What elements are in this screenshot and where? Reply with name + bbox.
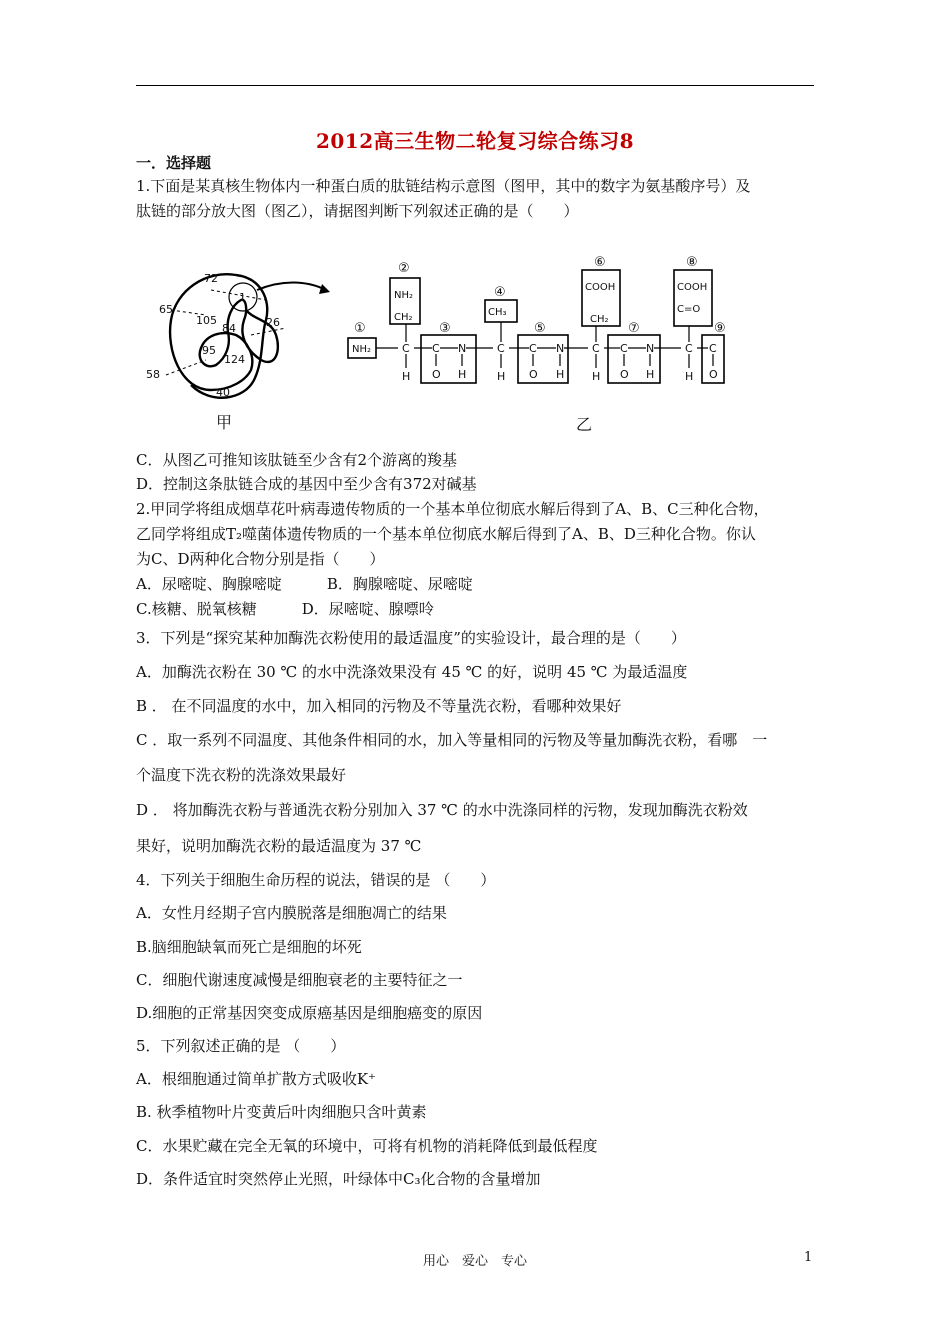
svg-text:②: ② bbox=[398, 261, 410, 276]
page-number: 1 bbox=[804, 1250, 813, 1265]
q5-stem: 5．下列叙述正确的是 （ ） bbox=[136, 1037, 346, 1055]
svg-text:H: H bbox=[592, 370, 601, 383]
svg-text:⑤: ⑤ bbox=[534, 321, 546, 336]
protein-figure bbox=[136, 240, 756, 440]
q5-option-a: A．根细胞通过简单扩散方式吸收K⁺ bbox=[136, 1070, 376, 1088]
svg-text:H: H bbox=[685, 370, 694, 383]
figure-label-yi: 乙 bbox=[576, 415, 593, 434]
q1-stem-line1: 1.下面是某真核生物体内一种蛋白质的肽链结构示意图（图甲，其中的数字为氨基酸序号）及 bbox=[136, 177, 751, 195]
svg-text:C: C bbox=[402, 342, 410, 355]
q1-option-c: C．从图乙可推知该肽链至少含有2个游离的羧基 bbox=[136, 451, 458, 469]
q2-stem-line2: 乙同学将组成T₂噬菌体遗传物质的一个基本单位彻底水解后得到了A、B、D三种化合物。你认 bbox=[136, 525, 756, 543]
svg-text:⑦: ⑦ bbox=[628, 321, 640, 336]
svg-text:⑨: ⑨ bbox=[714, 321, 726, 336]
svg-text:CH₂: CH₂ bbox=[394, 312, 413, 323]
q4-option-c: C．细胞代谢速度减慢是细胞衰老的主要特征之一 bbox=[136, 971, 463, 989]
aa-65: 65 bbox=[159, 303, 173, 316]
q3-option-d-line2: 果好，说明加酶洗衣粉的最适温度为 37 ℃ bbox=[136, 837, 422, 855]
svg-text:C: C bbox=[709, 342, 717, 355]
svg-text:C: C bbox=[529, 342, 537, 355]
page-footer: 用心 爱心 专心 bbox=[422, 1254, 527, 1269]
q4-option-d: D.细胞的正常基因突变成原癌基因是细胞癌变的原因 bbox=[136, 1004, 483, 1022]
q2-stem-line1: 2.甲同学将组成烟草花叶病毒遗传物质的一个基本单位彻底水解后得到了A、B、C三种化合物， bbox=[136, 500, 769, 518]
svg-text:N: N bbox=[556, 342, 565, 355]
q5-option-d: D．条件适宜时突然停止光照，叶绿体中C₃化合物的含量增加 bbox=[136, 1170, 541, 1188]
svg-text:C: C bbox=[592, 342, 600, 355]
svg-text:N: N bbox=[458, 342, 467, 355]
svg-text:H: H bbox=[402, 370, 411, 383]
svg-text:⑧: ⑧ bbox=[686, 255, 698, 270]
section-heading: 一．选择题 bbox=[136, 154, 212, 172]
svg-text:O: O bbox=[709, 368, 718, 381]
q1-option-d: D．控制这条肽链合成的基因中至少含有372对碱基 bbox=[136, 475, 477, 493]
aa-105: 105 bbox=[196, 314, 217, 327]
aa-40: 40 bbox=[216, 386, 230, 399]
svg-text:H: H bbox=[556, 368, 565, 381]
q5-option-c: C．水果贮藏在完全无氧的环境中，可将有机物的消耗降低到最低程度 bbox=[136, 1137, 598, 1155]
svg-text:N: N bbox=[646, 342, 655, 355]
aa-58: 58 bbox=[146, 368, 160, 381]
svg-text:①: ① bbox=[354, 321, 366, 336]
q3-option-a: A．加酶洗衣粉在 30 ℃ 的水中洗涤效果没有 45 ℃ 的好，说明 45 ℃ 为最适温度 bbox=[136, 663, 688, 681]
svg-text:O: O bbox=[529, 368, 538, 381]
svg-text:COOH: COOH bbox=[677, 282, 708, 293]
aa-1: 1 bbox=[239, 291, 246, 304]
svg-text:C: C bbox=[497, 342, 505, 355]
q3-option-c-line2: 个温度下洗衣粉的洗涤效果最好 bbox=[136, 766, 347, 784]
svg-text:H: H bbox=[497, 370, 506, 383]
svg-text:H: H bbox=[646, 368, 655, 381]
q4-option-b: B.脑细胞缺氧而死亡是细胞的坏死 bbox=[136, 938, 362, 956]
svg-text:③: ③ bbox=[439, 321, 451, 336]
svg-text:C: C bbox=[620, 342, 628, 355]
q4-option-a: A．女性月经期子宫内膜脱落是细胞凋亡的结果 bbox=[136, 904, 447, 922]
svg-text:⑥: ⑥ bbox=[594, 255, 606, 270]
q2-stem-line3: 为C、D两种化合物分别是指（ ） bbox=[136, 550, 385, 568]
q4-stem: 4．下列关于细胞生命历程的说法，错误的是 （ ） bbox=[136, 871, 496, 889]
q1-stem-line2: 肽链的部分放大图（图乙），请据图判断下列叙述正确的是（ ） bbox=[136, 202, 579, 220]
q3-option-c-line1: C ．取一系列不同温度、其他条件相同的水，加入等量相同的污物及等量加酶洗衣粉，看哪 一 bbox=[136, 731, 768, 749]
svg-text:CH₂: CH₂ bbox=[590, 314, 609, 325]
svg-text:CH₃: CH₃ bbox=[488, 307, 507, 318]
q2-options-ab: A．尿嘧啶、胸腺嘧啶 B．胸腺嘧啶、尿嘧啶 bbox=[136, 575, 473, 593]
q3-option-b: B ． 在不同温度的水中，加入相同的污物及不等量洗衣粉，看哪种效果好 bbox=[136, 697, 622, 715]
peptide-diagram bbox=[136, 240, 756, 440]
svg-text:NH₂: NH₂ bbox=[352, 344, 372, 355]
q2-options-cd: C.核糖、脱氧核糖 D．尿嘧啶、腺嘌呤 bbox=[136, 600, 434, 618]
svg-text:O: O bbox=[432, 368, 441, 381]
page-title: 2012高三生物二轮复习综合练习8 bbox=[315, 129, 635, 153]
aa-26: 26 bbox=[266, 316, 280, 329]
aa-95: 95 bbox=[202, 344, 216, 357]
svg-text:C=O: C=O bbox=[677, 304, 701, 315]
svg-text:O: O bbox=[620, 368, 629, 381]
svg-text:COOH: COOH bbox=[585, 282, 616, 293]
q5-option-b: B. 秋季植物叶片变黄后叶肉细胞只含叶黄素 bbox=[136, 1103, 427, 1121]
aa-124: 124 bbox=[224, 353, 245, 366]
svg-text:④: ④ bbox=[494, 285, 506, 300]
aa-72: 72 bbox=[204, 272, 218, 285]
svg-text:NH₂: NH₂ bbox=[394, 290, 414, 301]
svg-text:C: C bbox=[432, 342, 440, 355]
q3-stem: 3．下列是“探究某种加酶洗衣粉使用的最适温度”的实验设计，最合理的是（ ） bbox=[136, 629, 686, 647]
aa-84: 84 bbox=[222, 322, 236, 335]
svg-text:C: C bbox=[685, 342, 693, 355]
figure-label-jia: 甲 bbox=[216, 413, 233, 432]
header-rule bbox=[136, 85, 814, 86]
svg-text:H: H bbox=[458, 368, 467, 381]
q3-option-d-line1: D ． 将加酶洗衣粉与普通洗衣粉分别加入 37 ℃ 的水中洗涤同样的污物，发现加酶洗衣粉效 bbox=[136, 801, 748, 819]
